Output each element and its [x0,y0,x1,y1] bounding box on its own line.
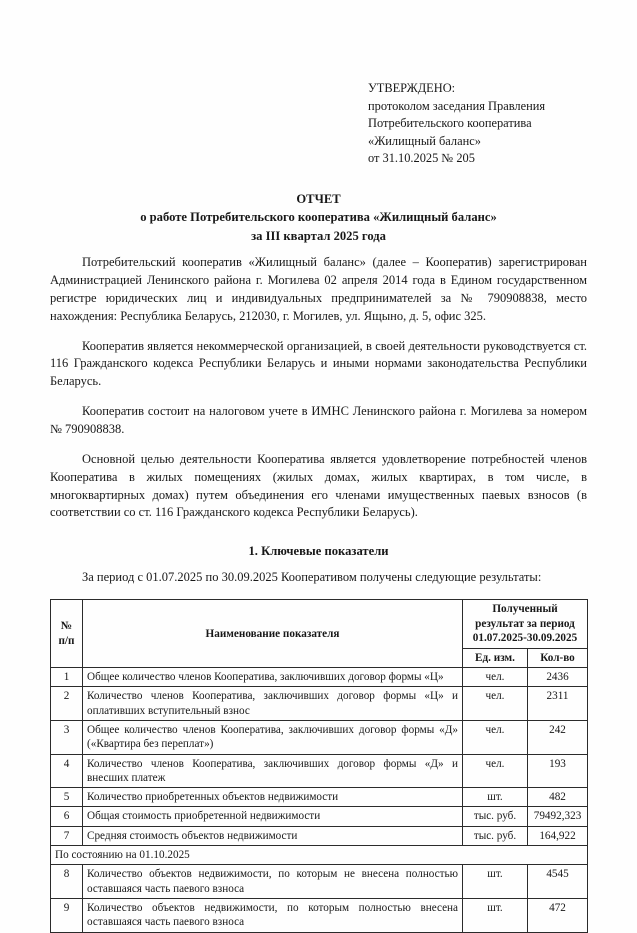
column-header-result-line1: Полученный [492,603,558,616]
table-header-row-1 [51,600,588,649]
table-row [51,721,588,755]
table-body [51,668,588,932]
table-row [51,826,588,845]
approval-line-1: УТВЕРЖДЕНО: [368,81,456,95]
cell-number: 1 [51,668,83,687]
cell-quantity: 193 [528,754,588,788]
column-header-number-line2: п/п [58,634,75,647]
cell-quantity: 2311 [528,687,588,721]
cell-indicator-name: Количество членов Кооператива, заключивших договор формы «Ц» и оплативших вступительный взнос [83,687,463,721]
document-title [50,190,587,246]
cell-unit: тыс. руб. [463,807,528,826]
cell-indicator-name: Общее количество членов Кооператива, заключивших договор формы «Д» («Квартира без переплат») [83,721,463,755]
title-line-1: ОТЧЕТ [296,191,341,206]
title-line-2: о работе Потребительского кооператива «Жилищный баланс» [140,210,497,225]
cell-indicator-name: Количество объектов недвижимости, по которым не внесена полностью оставшаяся часть паевого взноса [83,865,463,899]
paragraph-purpose: Основной целью деятельности Кооператива является удовлетворение потребностей членов Кооператива в жилых помещениях (жилых домах, жилых квартирах, в том числе, в многоквартирных домах) путем объединения его членами имущественных паевых взносов (в соответствии со ст. 116 Гражданского кодекса Республики Беларусь). [50,452,587,520]
table-row [51,807,588,826]
table-row [51,898,588,932]
approval-block [368,0,587,168]
cell-number: 4 [51,754,83,788]
column-header-quantity: Кол-во [528,648,588,667]
cell-indicator-name: Количество членов Кооператива, заключивших договор формы «Д» и внесших платеж [83,754,463,788]
cell-quantity: 482 [528,788,588,807]
column-header-unit: Ед. изм. [463,648,528,667]
approval-line-3: Потребительского кооператива [368,116,532,131]
cell-quantity: 2436 [528,668,588,687]
cell-indicator-name: Количество объектов недвижимости, по которым полностью внесена оставшаяся часть паевого взноса [83,898,463,932]
table-row [51,687,588,721]
approval-line-4: «Жилищный баланс» [368,133,481,148]
column-header-result [463,600,588,649]
cell-unit: шт. [463,898,528,932]
column-header-number [51,600,83,668]
cell-unit: чел. [463,721,528,755]
cell-quantity: 164,922 [528,826,588,845]
cell-unit: чел. [463,754,528,788]
table-row [51,754,588,788]
cell-quantity: 472 [528,898,588,932]
cell-unit: чел. [463,668,528,687]
table-row [51,668,588,687]
column-header-number-line1: № [60,620,73,633]
cell-number: 2 [51,687,83,721]
column-header-result-line3: 01.07.2025-30.09.2025 [472,632,578,645]
cell-indicator-name: Общая стоимость приобретенной недвижимости [83,807,463,826]
cell-unit: шт. [463,788,528,807]
column-header-indicator-name: Наименование показателя [83,600,463,668]
cell-indicator-name: Общее количество членов Кооператива, заключивших договор формы «Ц» [83,668,463,687]
cell-subheading: По состоянию на 01.10.2025 [51,846,588,865]
paragraph-registration: Потребительский кооператив «Жилищный баланс» (далее – Кооператив) зарегистрирован Администрацией Ленинского района г. Могилева 02 апреля 2014 года в Едином государственном регистре юридических лиц и индивидуальных предпринимателей за № 790908838, место нахождения: Республика Беларусь, 212030, г. Могилев, ул. Ящыно, д. 5, офис 325. [50,255,587,323]
cell-indicator-name: Количество приобретенных объектов недвижимости [83,788,463,807]
title-line-3: за III квартал 2025 года [251,228,386,243]
cell-unit: шт. [463,865,528,899]
paragraph-period-intro: За период с 01.07.2025 по 30.09.2025 Кооперативом получены следующие результаты: [82,570,542,585]
cell-number: 9 [51,898,83,932]
table-subheading-row [51,846,588,865]
cell-indicator-name: Средняя стоимость объектов недвижимости [83,826,463,845]
column-header-result-line2: результат за период [475,617,575,630]
cell-number: 7 [51,826,83,845]
cell-quantity: 79492,323 [528,807,588,826]
cell-unit: чел. [463,687,528,721]
cell-number: 6 [51,807,83,826]
table-head [51,600,588,668]
paragraph-legal-form: Кооператив является некоммерческой организацией, в своей деятельности руководствуется ст. 116 Гражданского кодекса Республики Беларусь и иными нормами законодательства Республики Беларусь. [50,338,587,389]
approval-line-2: протоколом заседания Правления [368,98,546,113]
section-heading-key-indicators: 1. Ключевые показатели [248,544,389,559]
cell-number: 5 [51,788,83,807]
paragraph-tax-registration: Кооператив состоит на налоговом учете в ИМНС Ленинского района г. Могилева за номером № 790908838. [50,404,587,437]
cell-unit: тыс. руб. [463,826,528,845]
approval-line-5: от 31.10.2025 № 205 [368,151,475,166]
cell-number: 8 [51,865,83,899]
table-row [51,865,588,899]
cell-quantity: 242 [528,721,588,755]
table-row [51,788,588,807]
cell-number: 3 [51,721,83,755]
cell-quantity: 4545 [528,865,588,899]
key-indicators-table [50,599,588,932]
